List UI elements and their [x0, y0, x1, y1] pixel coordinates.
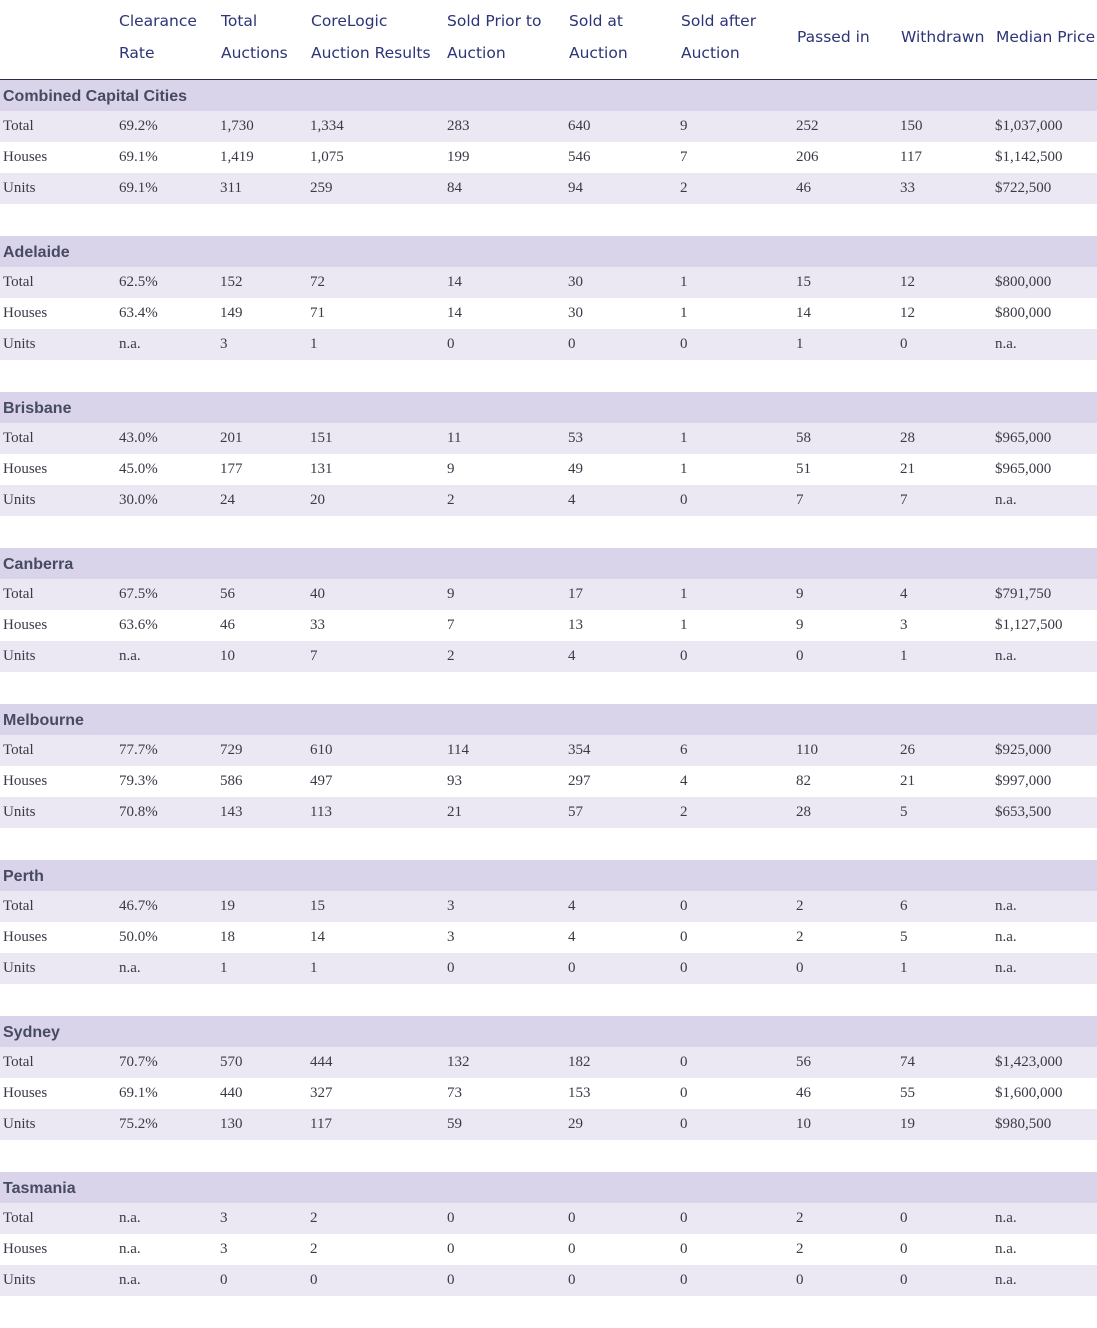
cell-corelogic-results: 497 [310, 773, 333, 789]
cell-total-auctions: 3 [220, 1241, 228, 1257]
cell-total-auctions: 440 [220, 1085, 243, 1101]
cell-median-price: $1,037,000 [995, 118, 1063, 134]
cell-median-price: $1,142,500 [995, 149, 1063, 165]
table-row [0, 1203, 1097, 1234]
cell-sold-at: 4 [568, 492, 576, 508]
cell-corelogic-results: 444 [310, 1054, 333, 1070]
cell-median-price: $925,000 [995, 742, 1052, 758]
cell-withdrawn: 5 [900, 929, 908, 945]
section-title: Brisbane [3, 400, 72, 417]
cell-clearance-rate: n.a. [119, 1272, 141, 1288]
cell-row-label: Units [3, 492, 36, 508]
cell-clearance-rate: 69.1% [119, 180, 158, 196]
cell-withdrawn: 117 [900, 149, 922, 165]
cell-total-auctions: 570 [220, 1054, 243, 1070]
cell-withdrawn: 21 [900, 461, 915, 477]
cell-row-label: Total [3, 742, 34, 758]
cell-corelogic-results: 33 [310, 617, 325, 633]
cell-total-auctions: 149 [220, 305, 243, 321]
cell-sold-prior: 114 [447, 742, 469, 758]
cell-corelogic-results: 131 [310, 461, 333, 477]
header-corelogic-results: CoreLogic Auction Results [311, 12, 431, 62]
cell-total-auctions: 18 [220, 929, 235, 945]
section-title: Combined Capital Cities [3, 88, 188, 105]
cell-sold-prior: 0 [447, 1210, 455, 1226]
cell-row-label: Units [3, 804, 36, 820]
header-median-price: Median Price [996, 28, 1096, 46]
cell-sold-after: 0 [680, 898, 688, 914]
cell-corelogic-results: 71 [310, 305, 325, 321]
section-title: Sydney [3, 1024, 60, 1041]
cell-withdrawn: 28 [900, 430, 915, 446]
cell-total-auctions: 311 [220, 180, 242, 196]
cell-row-label: Total [3, 430, 34, 446]
cell-withdrawn: 74 [900, 1054, 915, 1070]
cell-row-label: Houses [3, 773, 48, 789]
cell-row-label: Houses [3, 1241, 48, 1257]
cell-withdrawn: 33 [900, 180, 915, 196]
cell-sold-at: 17 [568, 586, 583, 602]
cell-corelogic-results: 40 [310, 586, 325, 602]
cell-sold-at: 0 [568, 1272, 576, 1288]
cell-median-price: $653,500 [995, 804, 1052, 820]
cell-median-price: $800,000 [995, 274, 1052, 290]
cell-median-price: n.a. [995, 929, 1017, 945]
cell-withdrawn: 150 [900, 118, 923, 134]
section-title: Adelaide [3, 244, 70, 261]
cell-clearance-rate: 69.1% [119, 149, 158, 165]
cell-corelogic-results: 7 [310, 648, 318, 664]
section-melbourne [0, 704, 1097, 860]
cell-clearance-rate: 63.6% [119, 617, 158, 633]
cell-passed-in: 0 [796, 1272, 804, 1288]
section-canberra [0, 548, 1097, 704]
table-row [0, 111, 1097, 142]
cell-withdrawn: 3 [900, 617, 908, 633]
cell-sold-prior: 283 [447, 118, 470, 134]
cell-sold-prior: 14 [447, 305, 462, 321]
cell-sold-after: 1 [680, 305, 688, 321]
cell-withdrawn: 0 [900, 1210, 908, 1226]
section-title-row [0, 80, 1097, 111]
cell-clearance-rate: 62.5% [119, 274, 158, 290]
cell-clearance-rate: 63.4% [119, 305, 158, 321]
cell-median-price: $965,000 [995, 430, 1052, 446]
cell-passed-in: 9 [796, 586, 804, 602]
cell-passed-in: 2 [796, 1241, 804, 1257]
cell-total-auctions: 729 [220, 742, 243, 758]
cell-withdrawn: 0 [900, 1241, 908, 1257]
cell-clearance-rate: 70.7% [119, 1054, 158, 1070]
cell-total-auctions: 56 [220, 586, 235, 602]
header-sold-at: Sold at Auction [569, 12, 628, 62]
cell-row-label: Houses [3, 617, 48, 633]
cell-sold-prior: 0 [447, 1241, 455, 1257]
cell-corelogic-results: 117 [310, 1116, 332, 1132]
cell-row-label: Total [3, 274, 34, 290]
cell-withdrawn: 19 [900, 1116, 915, 1132]
cell-sold-after: 1 [680, 430, 688, 446]
cell-passed-in: 46 [796, 1085, 811, 1101]
table-row [0, 267, 1097, 298]
cell-withdrawn: 0 [900, 1272, 908, 1288]
cell-sold-prior: 11 [447, 430, 462, 446]
cell-median-price: $980,500 [995, 1116, 1052, 1132]
cell-sold-at: 53 [568, 430, 583, 446]
cell-clearance-rate: 30.0% [119, 492, 158, 508]
cell-clearance-rate: n.a. [119, 336, 141, 352]
cell-median-price: n.a. [995, 492, 1017, 508]
cell-sold-at: 153 [568, 1085, 591, 1101]
cell-withdrawn: 26 [900, 742, 915, 758]
cell-row-label: Units [3, 648, 36, 664]
table-row [0, 173, 1097, 204]
cell-passed-in: 0 [796, 648, 804, 664]
cell-clearance-rate: 43.0% [119, 430, 158, 446]
cell-median-price: n.a. [995, 1272, 1017, 1288]
cell-clearance-rate: 75.2% [119, 1116, 158, 1132]
cell-total-auctions: 152 [220, 274, 243, 290]
header-passed-in: Passed in [797, 28, 870, 46]
cell-corelogic-results: 113 [310, 804, 332, 820]
cell-row-label: Units [3, 1116, 36, 1132]
cell-row-label: Total [3, 1210, 34, 1226]
cell-sold-prior: 73 [447, 1085, 462, 1101]
table-row [0, 1109, 1097, 1140]
cell-sold-at: 546 [568, 149, 591, 165]
table-row [0, 797, 1097, 828]
cell-total-auctions: 19 [220, 898, 235, 914]
table-row [0, 922, 1097, 953]
cell-passed-in: 2 [796, 898, 804, 914]
header-sold-after: Sold after Auction [681, 12, 757, 62]
cell-total-auctions: 24 [220, 492, 235, 508]
cell-corelogic-results: 151 [310, 430, 333, 446]
cell-sold-at: 4 [568, 898, 576, 914]
cell-passed-in: 110 [796, 742, 818, 758]
cell-row-label: Houses [3, 929, 48, 945]
cell-row-label: Total [3, 118, 34, 134]
cell-sold-after: 1 [680, 274, 688, 290]
header-withdrawn: Withdrawn [901, 28, 985, 46]
cell-total-auctions: 46 [220, 617, 235, 633]
cell-total-auctions: 1,419 [220, 149, 254, 165]
cell-corelogic-results: 14 [310, 929, 325, 945]
section-adelaide [0, 236, 1097, 392]
cell-total-auctions: 586 [220, 773, 243, 789]
table-row [0, 891, 1097, 922]
cell-withdrawn: 12 [900, 305, 915, 321]
cell-sold-prior: 132 [447, 1054, 470, 1070]
cell-sold-at: 297 [568, 773, 591, 789]
cell-sold-after: 0 [680, 960, 688, 976]
cell-withdrawn: 4 [900, 586, 908, 602]
cell-median-price: $1,127,500 [995, 617, 1063, 633]
cell-corelogic-results: 1 [310, 336, 318, 352]
cell-clearance-rate: 79.3% [119, 773, 158, 789]
section-title: Melbourne [3, 712, 84, 729]
cell-median-price: $997,000 [995, 773, 1052, 789]
cell-passed-in: 15 [796, 274, 811, 290]
cell-median-price: $800,000 [995, 305, 1052, 321]
cell-withdrawn: 21 [900, 773, 915, 789]
cell-clearance-rate: 69.1% [119, 1085, 158, 1101]
table-row [0, 1234, 1097, 1265]
cell-sold-prior: 84 [447, 180, 462, 196]
cell-passed-in: 0 [796, 960, 804, 976]
cell-median-price: $1,600,000 [995, 1085, 1063, 1101]
cell-sold-after: 4 [680, 773, 688, 789]
cell-total-auctions: 1,730 [220, 118, 254, 134]
cell-sold-prior: 9 [447, 586, 455, 602]
cell-row-label: Houses [3, 461, 48, 477]
table-body [0, 80, 1097, 1328]
cell-corelogic-results: 0 [310, 1272, 318, 1288]
cell-sold-after: 6 [680, 742, 688, 758]
cell-sold-prior: 21 [447, 804, 462, 820]
cell-row-label: Total [3, 1054, 34, 1070]
cell-sold-after: 0 [680, 648, 688, 664]
cell-passed-in: 82 [796, 773, 811, 789]
cell-sold-at: 4 [568, 929, 576, 945]
cell-median-price: n.a. [995, 898, 1017, 914]
cell-sold-after: 1 [680, 617, 688, 633]
cell-sold-after: 0 [680, 1085, 688, 1101]
table-header [0, 0, 1097, 80]
cell-corelogic-results: 15 [310, 898, 325, 914]
cell-sold-after: 0 [680, 1054, 688, 1070]
cell-withdrawn: 0 [900, 336, 908, 352]
cell-sold-prior: 2 [447, 648, 455, 664]
section-title: Tasmania [3, 1180, 76, 1197]
cell-total-auctions: 0 [220, 1272, 228, 1288]
section-title: Perth [3, 868, 44, 885]
table-row [0, 454, 1097, 485]
cell-sold-at: 0 [568, 1241, 576, 1257]
cell-row-label: Total [3, 898, 34, 914]
table-row [0, 579, 1097, 610]
section-tasmania [0, 1172, 1097, 1328]
cell-row-label: Units [3, 180, 36, 196]
cell-median-price: n.a. [995, 648, 1017, 664]
cell-corelogic-results: 610 [310, 742, 333, 758]
cell-sold-after: 9 [680, 118, 688, 134]
table-row [0, 1265, 1097, 1296]
cell-passed-in: 2 [796, 929, 804, 945]
cell-withdrawn: 5 [900, 804, 908, 820]
cell-withdrawn: 7 [900, 492, 908, 508]
cell-sold-prior: 2 [447, 492, 455, 508]
cell-passed-in: 58 [796, 430, 811, 446]
cell-passed-in: 206 [796, 149, 819, 165]
header-clearance-rate: Clearance Rate [119, 12, 197, 62]
cell-corelogic-results: 2 [310, 1210, 318, 1226]
section-perth [0, 860, 1097, 1016]
cell-sold-prior: 3 [447, 898, 455, 914]
cell-sold-at: 30 [568, 274, 583, 290]
cell-sold-after: 1 [680, 586, 688, 602]
cell-corelogic-results: 1,334 [310, 118, 344, 134]
cell-sold-prior: 7 [447, 617, 455, 633]
section-title-row [0, 860, 1097, 891]
cell-corelogic-results: 20 [310, 492, 325, 508]
section-title-row [0, 704, 1097, 735]
cell-sold-after: 1 [680, 461, 688, 477]
table-row [0, 298, 1097, 329]
cell-clearance-rate: 69.2% [119, 118, 158, 134]
table-row [0, 735, 1097, 766]
cell-sold-at: 29 [568, 1116, 583, 1132]
cell-sold-at: 57 [568, 804, 583, 820]
cell-row-label: Houses [3, 1085, 48, 1101]
cell-sold-at: 354 [568, 742, 591, 758]
cell-median-price: $791,750 [995, 586, 1052, 602]
cell-sold-after: 0 [680, 1241, 688, 1257]
cell-sold-at: 0 [568, 336, 576, 352]
cell-sold-after: 2 [680, 180, 688, 196]
cell-row-label: Units [3, 336, 36, 352]
cell-sold-prior: 9 [447, 461, 455, 477]
cell-clearance-rate: 50.0% [119, 929, 158, 945]
cell-total-auctions: 10 [220, 648, 235, 664]
cell-passed-in: 28 [796, 804, 811, 820]
cell-sold-after: 0 [680, 929, 688, 945]
cell-passed-in: 7 [796, 492, 804, 508]
cell-withdrawn: 55 [900, 1085, 915, 1101]
cell-passed-in: 46 [796, 180, 811, 196]
cell-sold-after: 0 [680, 1272, 688, 1288]
table-row [0, 610, 1097, 641]
cell-corelogic-results: 72 [310, 274, 325, 290]
cell-row-label: Total [3, 586, 34, 602]
cell-median-price: n.a. [995, 1210, 1017, 1226]
cell-sold-after: 0 [680, 1116, 688, 1132]
cell-clearance-rate: 77.7% [119, 742, 158, 758]
cell-clearance-rate: n.a. [119, 1241, 141, 1257]
section-brisbane [0, 392, 1097, 548]
cell-passed-in: 56 [796, 1054, 811, 1070]
cell-sold-at: 13 [568, 617, 583, 633]
cell-passed-in: 252 [796, 118, 819, 134]
cell-sold-at: 4 [568, 648, 576, 664]
cell-clearance-rate: n.a. [119, 960, 141, 976]
table-row [0, 423, 1097, 454]
cell-sold-after: 0 [680, 336, 688, 352]
cell-corelogic-results: 259 [310, 180, 333, 196]
header-total-auctions: Total Auctions [221, 12, 288, 62]
cell-median-price: n.a. [995, 960, 1017, 976]
cell-sold-at: 30 [568, 305, 583, 321]
cell-passed-in: 51 [796, 461, 811, 477]
cell-total-auctions: 130 [220, 1116, 243, 1132]
cell-total-auctions: 143 [220, 804, 243, 820]
cell-corelogic-results: 2 [310, 1241, 318, 1257]
section-title-row [0, 1172, 1097, 1203]
cell-passed-in: 1 [796, 336, 804, 352]
cell-sold-at: 640 [568, 118, 591, 134]
cell-passed-in: 9 [796, 617, 804, 633]
cell-sold-at: 94 [568, 180, 583, 196]
cell-total-auctions: 177 [220, 461, 243, 477]
cell-median-price: $722,500 [995, 180, 1052, 196]
cell-median-price: n.a. [995, 336, 1017, 352]
cell-withdrawn: 6 [900, 898, 908, 914]
cell-sold-prior: 3 [447, 929, 455, 945]
cell-sold-at: 182 [568, 1054, 591, 1070]
cell-row-label: Units [3, 960, 36, 976]
cell-withdrawn: 12 [900, 274, 915, 290]
cell-corelogic-results: 327 [310, 1085, 333, 1101]
cell-total-auctions: 3 [220, 1210, 228, 1226]
cell-sold-after: 2 [680, 804, 688, 820]
cell-clearance-rate: n.a. [119, 648, 141, 664]
cell-total-auctions: 201 [220, 430, 243, 446]
table-row [0, 766, 1097, 797]
cell-corelogic-results: 1 [310, 960, 318, 976]
cell-clearance-rate: 45.0% [119, 461, 158, 477]
table-row [0, 953, 1097, 984]
section-sydney [0, 1016, 1097, 1172]
cell-sold-prior: 0 [447, 1272, 455, 1288]
cell-total-auctions: 1 [220, 960, 228, 976]
cell-row-label: Houses [3, 305, 48, 321]
table-row [0, 142, 1097, 173]
cell-clearance-rate: 46.7% [119, 898, 158, 914]
cell-sold-at: 0 [568, 1210, 576, 1226]
section-title-row [0, 1016, 1097, 1047]
section-title-row [0, 392, 1097, 423]
cell-row-label: Houses [3, 149, 48, 165]
cell-sold-after: 0 [680, 492, 688, 508]
cell-sold-prior: 93 [447, 773, 462, 789]
header-sold-prior: Sold Prior to Auction [447, 12, 542, 62]
section-title-row [0, 548, 1097, 579]
cell-sold-prior: 0 [447, 960, 455, 976]
cell-clearance-rate: n.a. [119, 1210, 141, 1226]
cell-median-price: $1,423,000 [995, 1054, 1063, 1070]
cell-total-auctions: 3 [220, 336, 228, 352]
cell-clearance-rate: 67.5% [119, 586, 158, 602]
cell-corelogic-results: 1,075 [310, 149, 344, 165]
table-row [0, 641, 1097, 672]
cell-withdrawn: 1 [900, 648, 908, 664]
cell-sold-after: 0 [680, 1210, 688, 1226]
cell-sold-prior: 199 [447, 149, 470, 165]
cell-median-price: $965,000 [995, 461, 1052, 477]
cell-sold-prior: 59 [447, 1116, 462, 1132]
cell-passed-in: 10 [796, 1116, 811, 1132]
section-title-row [0, 236, 1097, 267]
table-row [0, 1078, 1097, 1109]
cell-median-price: n.a. [995, 1241, 1017, 1257]
cell-sold-at: 49 [568, 461, 583, 477]
cell-row-label: Units [3, 1272, 36, 1288]
section-combined-capital-cities [0, 80, 1097, 236]
cell-sold-prior: 14 [447, 274, 462, 290]
section-title: Canberra [3, 556, 74, 573]
table-row [0, 329, 1097, 360]
cell-clearance-rate: 70.8% [119, 804, 158, 820]
cell-passed-in: 2 [796, 1210, 804, 1226]
cell-sold-at: 0 [568, 960, 576, 976]
cell-sold-after: 7 [680, 149, 688, 165]
cell-sold-prior: 0 [447, 336, 455, 352]
cell-withdrawn: 1 [900, 960, 908, 976]
cell-passed-in: 14 [796, 305, 811, 321]
table-row [0, 485, 1097, 516]
table-row [0, 1047, 1097, 1078]
